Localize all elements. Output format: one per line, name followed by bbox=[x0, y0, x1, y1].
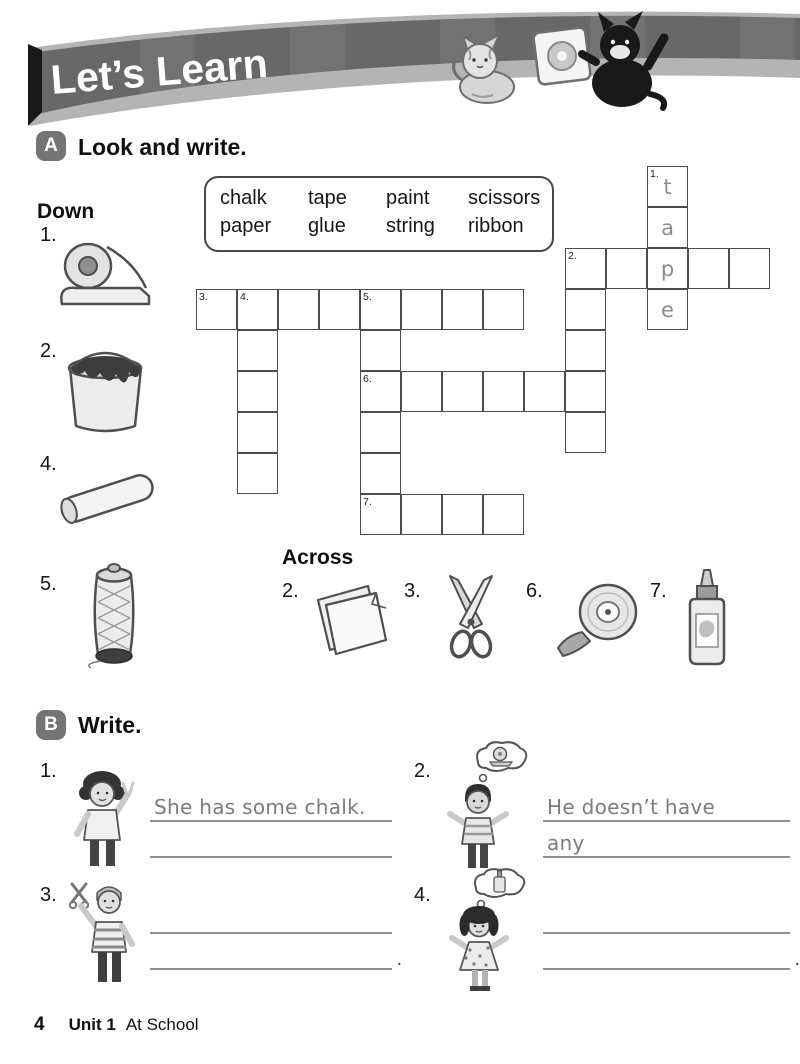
word-bank-word: chalk bbox=[220, 187, 267, 209]
chalk-icon bbox=[50, 460, 165, 532]
crossword-cell-number: 7. bbox=[363, 496, 372, 508]
word-bank-word: string bbox=[386, 215, 435, 237]
across-clue-number: 6. bbox=[526, 580, 543, 602]
crossword-cell[interactable] bbox=[319, 289, 360, 330]
word-bank-word: tape bbox=[308, 187, 347, 209]
crossword-cell[interactable] bbox=[360, 494, 401, 535]
crossword-cell-number: 3. bbox=[199, 291, 208, 303]
handwritten-answer: She has some chalk. bbox=[154, 795, 366, 819]
crossword-cell-number: 6. bbox=[363, 373, 372, 385]
crossword-cell[interactable] bbox=[647, 166, 688, 207]
crossword-cell[interactable] bbox=[360, 330, 401, 371]
crossword-cell[interactable] bbox=[360, 289, 401, 330]
page-number: 4 bbox=[34, 1014, 45, 1035]
page-footer bbox=[34, 1014, 199, 1036]
crossword-cell[interactable] bbox=[688, 248, 729, 289]
answer-line[interactable] bbox=[543, 904, 790, 934]
crossword-cell[interactable] bbox=[401, 494, 442, 535]
string-spool-icon bbox=[82, 560, 147, 670]
word-bank-word: ribbon bbox=[468, 215, 524, 237]
crossword-cell[interactable] bbox=[647, 289, 688, 330]
down-clue-number: 2. bbox=[40, 340, 57, 362]
scissors-icon bbox=[428, 570, 513, 664]
down-clue-number: 1. bbox=[40, 224, 57, 246]
crossword-cell[interactable] bbox=[647, 248, 688, 289]
boy-thinking-of-tape-illustration bbox=[438, 740, 533, 872]
crossword-cell[interactable] bbox=[565, 371, 606, 412]
tape-dispenser-icon bbox=[52, 236, 157, 314]
girl-peace-sign-illustration bbox=[60, 766, 145, 871]
crossword-cell-number: 2. bbox=[568, 250, 577, 262]
crossword-cell[interactable] bbox=[483, 289, 524, 330]
crossword-cell[interactable] bbox=[237, 412, 278, 453]
crossword-cell[interactable] bbox=[483, 494, 524, 535]
crossword-cell[interactable] bbox=[647, 207, 688, 248]
boy-holding-scissors-illustration bbox=[64, 878, 149, 990]
answer-line[interactable] bbox=[150, 828, 392, 858]
word-bank-word: paint bbox=[386, 187, 430, 209]
crossword-cell-letter: p bbox=[660, 256, 675, 281]
crossword-cell-number: 4. bbox=[240, 291, 249, 303]
paper-icon bbox=[308, 574, 398, 664]
crossword-cell[interactable] bbox=[442, 371, 483, 412]
crossword-cell[interactable] bbox=[565, 330, 606, 371]
crossword-cell[interactable] bbox=[565, 412, 606, 453]
across-heading: Across bbox=[282, 546, 354, 569]
handwritten-answer: any bbox=[547, 831, 585, 855]
section-a-badge: A bbox=[36, 131, 66, 161]
crossword-cell[interactable] bbox=[237, 371, 278, 412]
answer-line[interactable] bbox=[150, 940, 402, 970]
answer-line[interactable] bbox=[543, 792, 790, 822]
word-bank-word: scissors bbox=[468, 187, 541, 209]
page-title: Let’s Learn bbox=[49, 40, 270, 103]
crossword-cell-number: 1. bbox=[650, 168, 659, 180]
answer-line[interactable] bbox=[150, 904, 392, 934]
across-clue-number: 7. bbox=[650, 580, 667, 602]
header-banner bbox=[0, 0, 800, 132]
down-clue-number: 5. bbox=[40, 573, 57, 595]
ribbon-spool-icon bbox=[552, 578, 647, 662]
word-bank-word: paper bbox=[220, 215, 272, 237]
crossword-cell-letter: a bbox=[661, 215, 674, 240]
crossword-cell[interactable] bbox=[401, 289, 442, 330]
sentence-period: . bbox=[794, 948, 800, 970]
section-b-title: Write. bbox=[78, 712, 142, 738]
crossword-cell[interactable] bbox=[196, 289, 237, 330]
crossword-cell[interactable] bbox=[442, 494, 483, 535]
sentence-period: . bbox=[396, 948, 402, 970]
crossword-cell[interactable] bbox=[237, 289, 278, 330]
crossword-cell[interactable] bbox=[360, 412, 401, 453]
crossword-cell[interactable] bbox=[360, 453, 401, 494]
crossword-cell[interactable] bbox=[729, 248, 770, 289]
paint-can-icon bbox=[58, 336, 153, 438]
section-b-badge: B bbox=[36, 710, 66, 740]
crossword-cell[interactable] bbox=[237, 330, 278, 371]
write-item-number: 2. bbox=[414, 760, 431, 782]
write-item-number: 3. bbox=[40, 884, 57, 906]
across-clue-number: 2. bbox=[282, 580, 299, 602]
crossword-cell-number: 5. bbox=[363, 291, 372, 303]
crossword-cell[interactable] bbox=[483, 371, 524, 412]
write-item-number: 4. bbox=[414, 884, 431, 906]
crossword-cell[interactable] bbox=[606, 248, 647, 289]
answer-line[interactable] bbox=[150, 792, 392, 822]
crossword-cell[interactable] bbox=[237, 453, 278, 494]
girl-thinking-of-glue-illustration bbox=[438, 868, 533, 994]
unit-title: At School bbox=[125, 1015, 199, 1034]
crossword-cell[interactable] bbox=[401, 371, 442, 412]
crossword-cell[interactable] bbox=[360, 371, 401, 412]
handwritten-answer: He doesn’t have bbox=[547, 795, 716, 819]
down-heading: Down bbox=[37, 200, 95, 223]
glue-bottle-icon bbox=[678, 566, 736, 670]
word-bank bbox=[204, 176, 554, 252]
word-bank-word: glue bbox=[308, 215, 346, 237]
answer-line[interactable] bbox=[543, 828, 790, 858]
crossword-cell-letter: e bbox=[661, 297, 674, 322]
section-a-title: Look and write. bbox=[78, 134, 247, 160]
crossword-cell[interactable] bbox=[565, 248, 606, 289]
down-clue-number: 4. bbox=[40, 453, 57, 475]
answer-line[interactable] bbox=[543, 940, 800, 970]
unit-label: Unit 1 bbox=[68, 1015, 116, 1034]
crossword-cell-letter: t bbox=[663, 174, 672, 199]
banner-ribbon bbox=[0, 0, 800, 132]
crossword-cell[interactable] bbox=[565, 289, 606, 330]
across-clue-number: 3. bbox=[404, 580, 421, 602]
crossword-cell[interactable] bbox=[442, 289, 483, 330]
crossword-cell[interactable] bbox=[524, 371, 565, 412]
crossword-cell[interactable] bbox=[278, 289, 319, 330]
write-item-number: 1. bbox=[40, 760, 57, 782]
